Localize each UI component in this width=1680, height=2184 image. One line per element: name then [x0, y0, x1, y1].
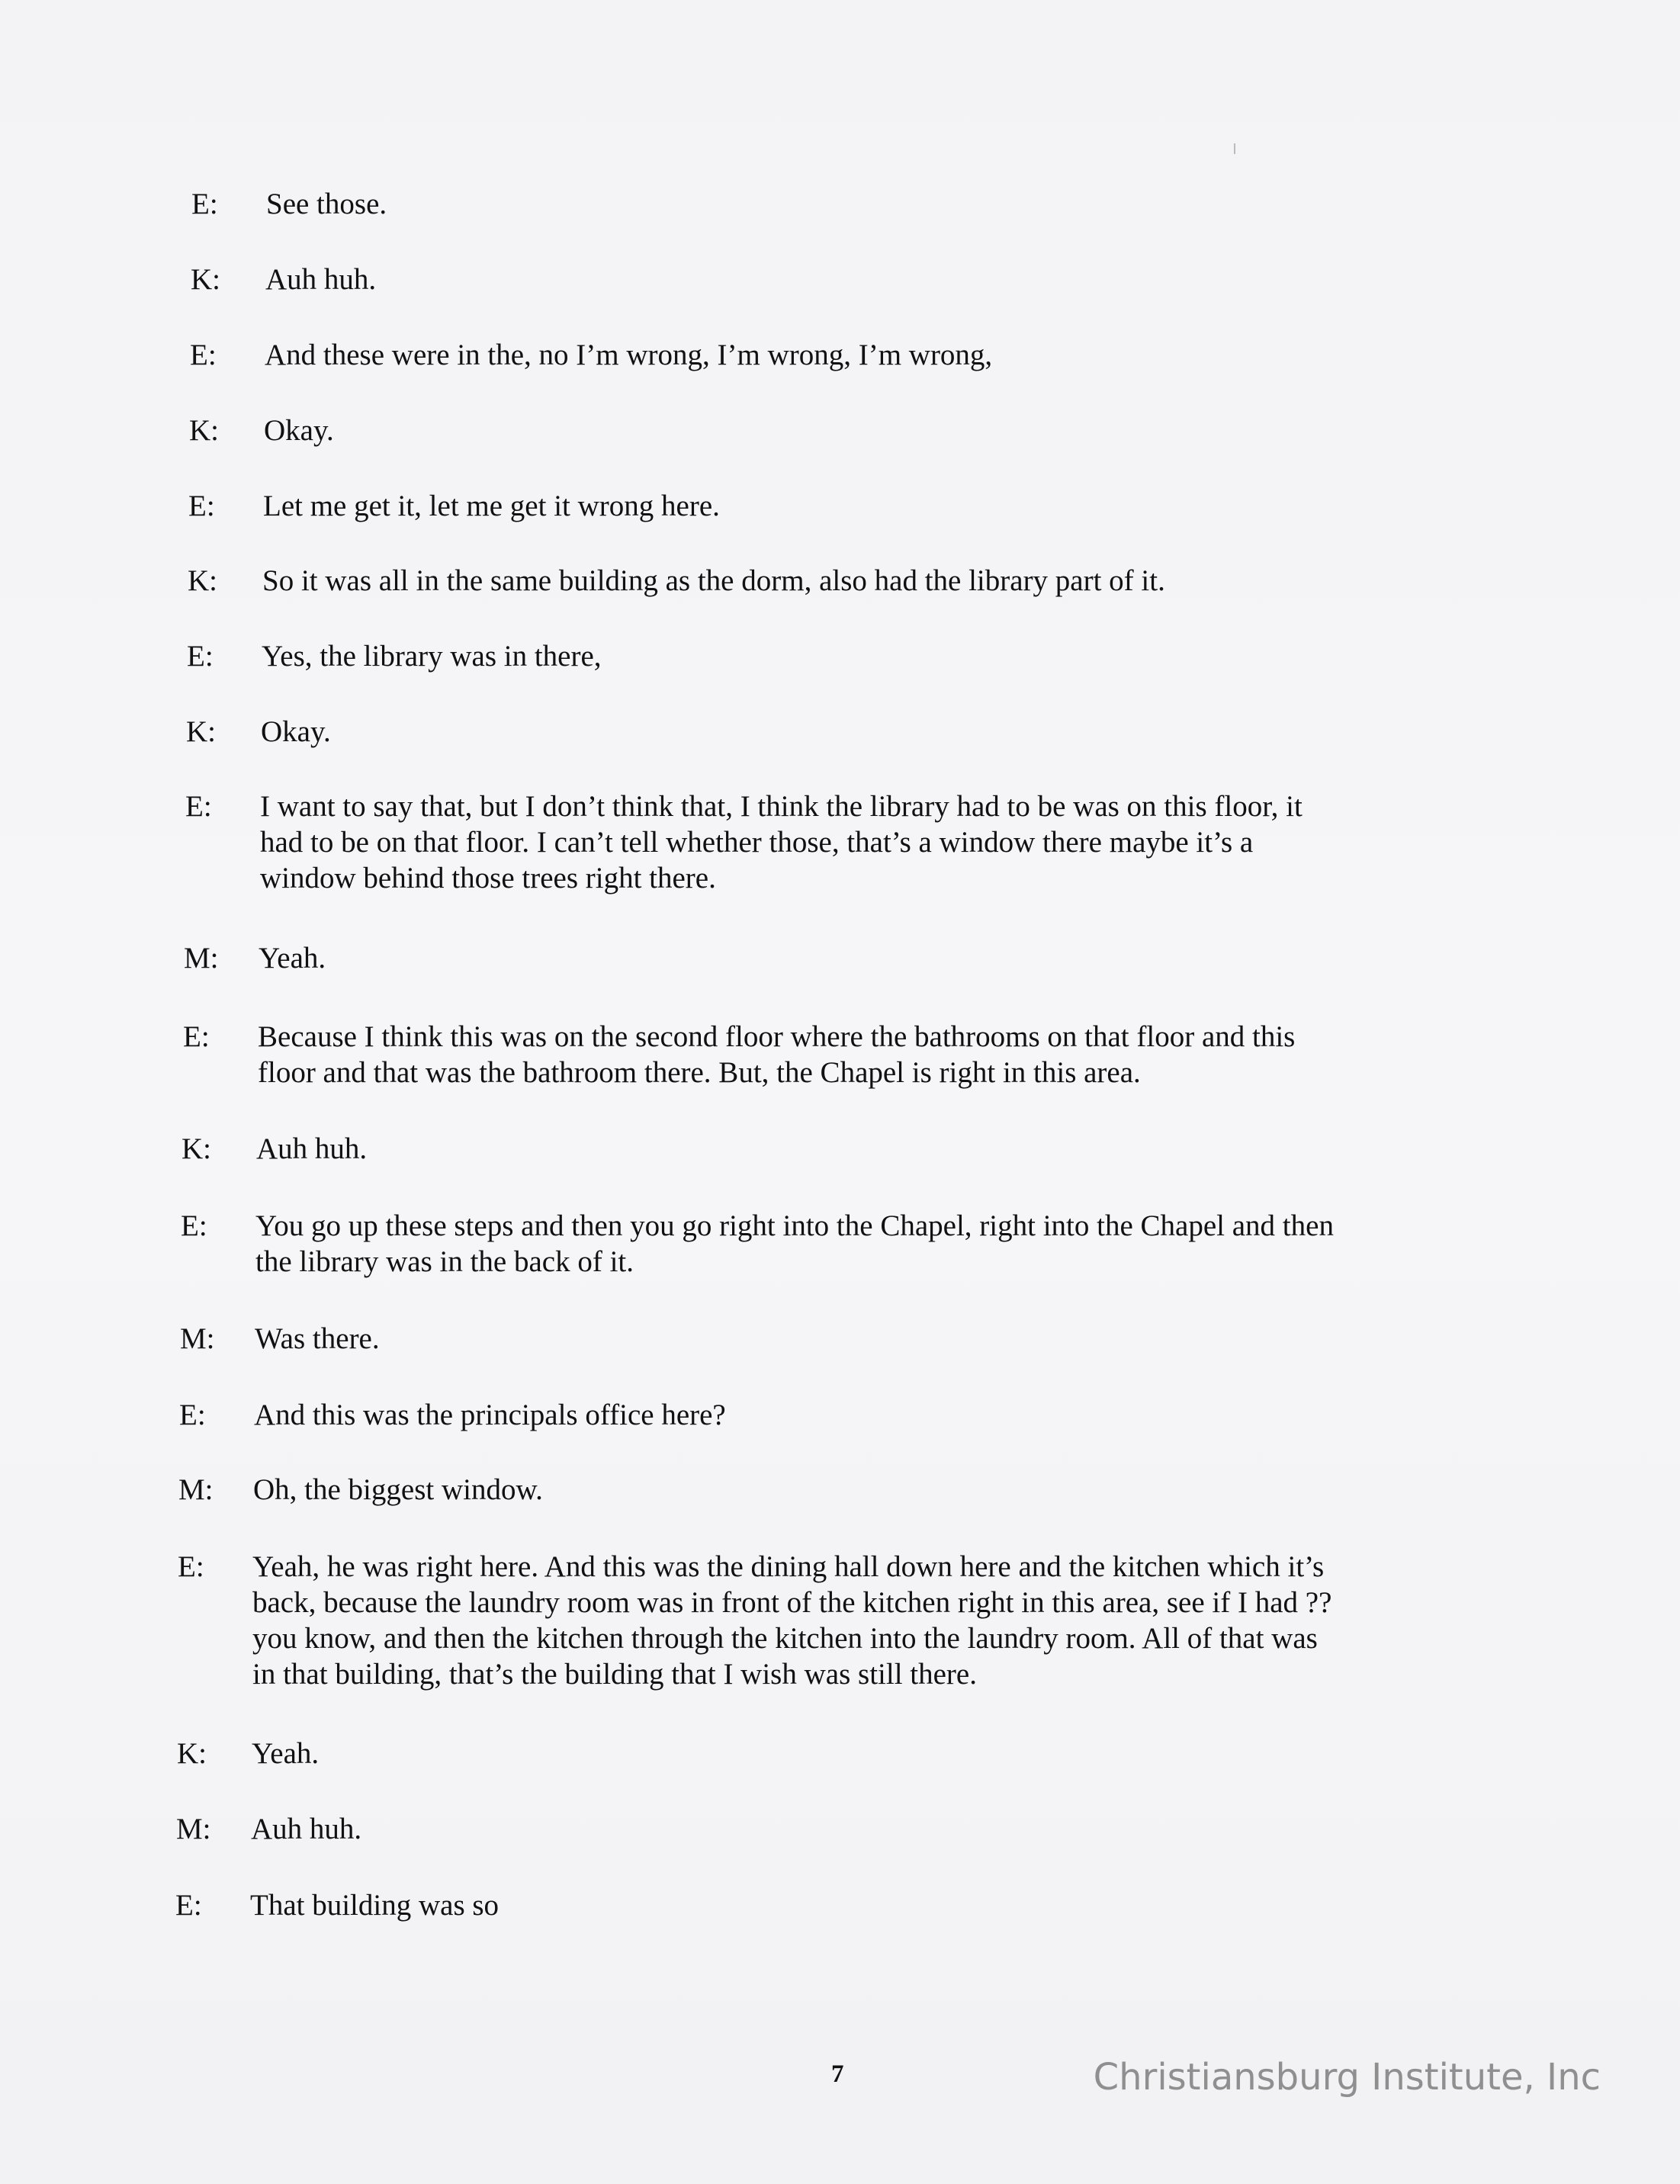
speaker-label: K: [186, 715, 216, 748]
watermark: Christiansburg Institute, Inc [1093, 2056, 1601, 2099]
utterance-text: Okay. [264, 414, 334, 447]
utterance-text: And this was the principals office here? [254, 1399, 726, 1431]
scan-mark [1234, 143, 1235, 154]
speaker-label: E: [187, 640, 214, 673]
speaker-label: E: [181, 1209, 207, 1242]
utterance-text: And these were in the, no I’m wrong, I’m wrong, I’m wrong, [265, 339, 993, 371]
utterance-text: I want to say that, but I don’t think that, I think the library had to be was on this floor, it had to be on that floor. I can’t tell whether those, that’s a window there maybe it’s a window behind those trees right there. [260, 790, 1303, 894]
speaker-label: K: [188, 564, 217, 597]
speaker-label: E: [183, 1020, 210, 1053]
speaker-label: E: [175, 1889, 202, 1922]
speaker-label: M: [180, 1322, 215, 1355]
utterance-text: Yeah, he was right here. And this was the dining hall down here and the kitchen which it’s back, because the laundry room was in front of the kitchen right in this area, see if I had ?? you know, and then the kitchen through the kitchen into the laundry room. All of that was in that building, that’s the building that I wish was still there. [252, 1550, 1332, 1691]
utterance-text: Yeah. [259, 942, 326, 975]
utterance-text: Was there. [255, 1322, 380, 1355]
speaker-label: K: [177, 1737, 207, 1770]
utterance-text: So it was all in the same building as the dorm, also had the library part of it. [262, 564, 1165, 597]
utterance-text: That building was so [250, 1889, 500, 1922]
speaker-label: E: [191, 188, 218, 220]
speaker-label: K: [191, 263, 220, 296]
utterance-text: Auh huh. [265, 263, 377, 296]
speaker-label: M: [184, 942, 219, 975]
utterance-text: Yeah. [252, 1737, 320, 1770]
speaker-label: E: [190, 339, 217, 371]
page-number: 7 [831, 2060, 844, 2088]
utterance-text: See those. [266, 188, 387, 220]
utterance-text: You go up these steps and then you go right into the Chapel, right into the Chapel and then the library was in the back of it. [255, 1209, 1334, 1278]
speaker-label: K: [181, 1132, 211, 1165]
utterance-text: Auh huh. [251, 1813, 362, 1845]
speaker-label: K: [189, 414, 219, 447]
speaker-label: E: [179, 1399, 206, 1431]
utterance-text: Oh, the biggest window. [253, 1473, 543, 1506]
utterance-text: Yes, the library was in there, [262, 640, 602, 673]
speaker-label: E: [178, 1550, 204, 1583]
speaker-label: E: [185, 790, 212, 823]
utterance-text: Let me get it, let me get it wrong here. [263, 490, 720, 522]
speaker-label: E: [188, 490, 215, 522]
utterance-text: Okay. [261, 715, 331, 748]
speaker-label: M: [178, 1473, 214, 1506]
utterance-text: Auh huh. [256, 1132, 368, 1165]
utterance-text: Because I think this was on the second floor where the bathrooms on that floor and this floor and that was the bathroom there. But, the Chapel is right in this area. [258, 1020, 1296, 1089]
speaker-label: M: [176, 1813, 211, 1845]
